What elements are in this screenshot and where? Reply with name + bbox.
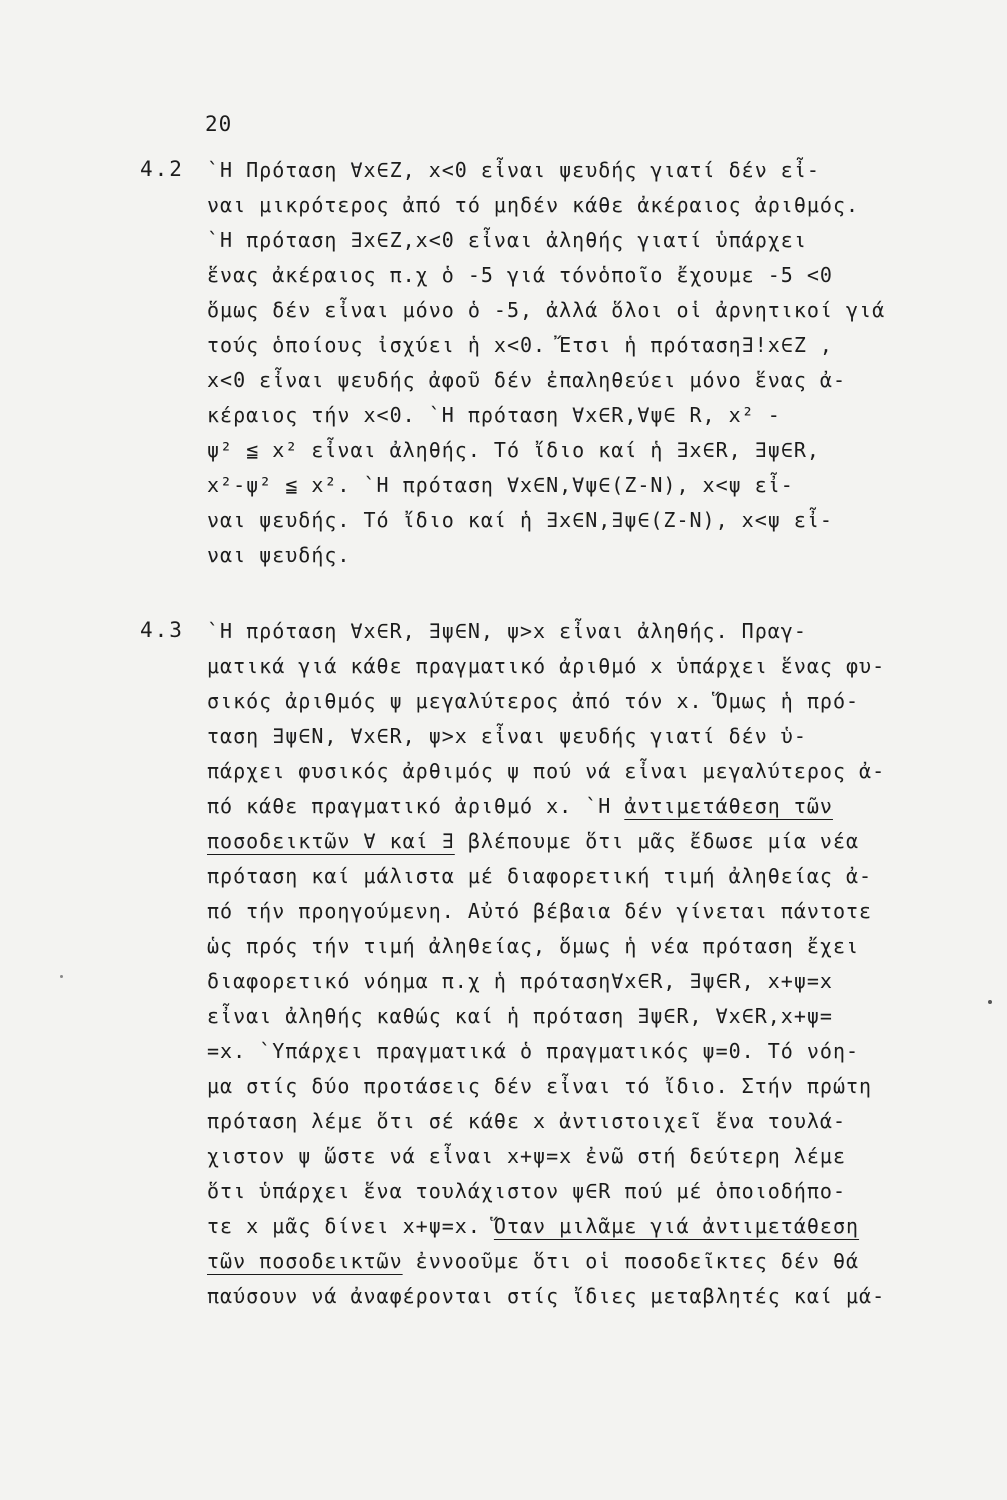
text-segment: ἐννοοῦμε ὅτι οἱ ποσοδεῖκτες δέν θά bbox=[402, 1249, 860, 1273]
section-body bbox=[207, 153, 967, 573]
section-body bbox=[207, 614, 967, 1314]
text-line: ψ² ≦ x² εἶναι ἀληθής. Τό ἴδιο καί ἡ ∃x∈R, ∃ψ∈R, bbox=[207, 438, 820, 462]
text-line: ναι ψευδής. bbox=[207, 543, 351, 567]
text-line: `Η πρόταση ∃x∈Z,x<0 εἶναι ἀληθής γιατί ὑπάρχει bbox=[207, 228, 807, 252]
text-line bbox=[207, 1244, 967, 1279]
text-line: πό τήν προηγούμενη. Αὐτό βέβαια δέν γίνεται πάντοτε bbox=[207, 899, 873, 923]
text-line: διαφορετικό νόημα π.χ ἡ πρόταση∀x∈R, ∃ψ∈R, x+ψ=x bbox=[207, 969, 833, 993]
text-line: =x. `Υπάρχει πραγματικά ὁ πραγματικός ψ=0. Τό νόη- bbox=[207, 1039, 860, 1063]
text-line: εἶναι ἀληθής καθώς καί ἡ πρόταση ∃ψ∈R, ∀x∈R,x+ψ= bbox=[207, 1004, 833, 1028]
scan-speck bbox=[988, 1000, 992, 1004]
text-line: ὅμως δέν εἶναι μόνο ὁ -5, ἀλλά ὅλοι οἱ ἀρνητικοί γιά bbox=[207, 298, 886, 322]
text-line: πρόταση λέμε ὅτι σέ κάθε x ἀντιστοιχεῖ ἕνα τουλά- bbox=[207, 1109, 847, 1133]
text-line bbox=[207, 824, 967, 859]
underlined-text: Ὅταν μιλᾶμε γιά ἀντιμετάθεση bbox=[493, 1214, 860, 1238]
text-segment: βλέπουμε ὅτι μᾶς ἔδωσε μία νέα bbox=[454, 829, 860, 853]
text-line: ἕνας ἀκέραιος π.χ ὁ -5 γιά τόνὁποῖο ἔχουμε -5 <0 bbox=[207, 263, 833, 287]
text-line: σικός ἀριθμός ψ μεγαλύτερος ἀπό τόν x. Ὅμως ἡ πρό- bbox=[207, 689, 860, 713]
text-line: `Η πρόταση ∀x∈R, ∃ψ∈N, ψ>x εἶναι ἀληθής. Πραγ- bbox=[207, 619, 807, 643]
text-line: ναι ψευδής. Τό ἴδιο καί ἡ ∃x∈N,∃ψ∈(Z-N), x<ψ εἶ- bbox=[207, 508, 833, 532]
text-line: τούς ὁποίους ἰσχύει ἡ x<0. Ἔτσι ἡ πρόταση∃!x∈Z , bbox=[207, 333, 833, 357]
text-line: κέραιος τήν x<0. `Η πρόταση ∀x∈R,∀ψ∈ R, x² - bbox=[207, 403, 781, 427]
text-line: x²-ψ² ≦ x². `Η πρόταση ∀x∈N,∀ψ∈(Z-N), x<ψ εἶ- bbox=[207, 473, 794, 497]
scan-speck bbox=[60, 975, 63, 978]
text-line: ὅτι ὑπάρχει ἕνα τουλάχιστον ψ∈R πού μέ ὁποιοδήπο- bbox=[207, 1179, 847, 1203]
text-segment: τε x μᾶς δίνει x+ψ=x. bbox=[207, 1214, 494, 1238]
text-line: ναι μικρότερος ἀπό τό μηδέν κάθε ἀκέραιος ἀριθμός. bbox=[207, 193, 860, 217]
text-line: `Η Πρόταση ∀x∈Z, x<0 εἶναι ψευδής γιατί δέν εἶ- bbox=[207, 158, 820, 182]
text-line: πρόταση καί μάλιστα μέ διαφορετική τιμή ἀληθείας ἀ- bbox=[207, 864, 873, 888]
text-line: ταση ∃ψ∈N, ∀x∈R, ψ>x εἶναι ψευδής γιατί δέν ὑ- bbox=[207, 724, 807, 748]
text-line: x<0 εἶναι ψευδής ἀφοῦ δέν ἐπαληθεύει μόνο ἕνας ἀ- bbox=[207, 368, 847, 392]
text-segment: πό κάθε πραγματικό ἀριθμό x. `Η bbox=[207, 794, 625, 818]
page-number: 20 bbox=[205, 112, 233, 136]
text-line: παύσουν νά ἀναφέρονται στίς ἴδιες μεταβλητές καί μά- bbox=[207, 1284, 886, 1308]
text-line: ματικά γιά κάθε πραγματικό ἀριθμό x ὑπάρχει ἕνας φυ- bbox=[207, 654, 886, 678]
underlined-text: τῶν ποσοδεικτῶν bbox=[207, 1249, 403, 1273]
text-line bbox=[207, 789, 967, 824]
text-line: μα στίς δύο προτάσεις δέν εἶναι τό ἴδιο. Στήν πρώτη bbox=[207, 1074, 873, 1098]
text-line: πάρχει φυσικός ἀρθιμός ψ πού νά εἶναι μεγαλύτερος ἀ- bbox=[207, 759, 886, 783]
text-line: χιστον ψ ὥστε νά εἶναι x+ψ=x ἐνῶ στή δεύτερη λέμε bbox=[207, 1144, 847, 1168]
text-line: ὡς πρός τήν τιμή ἀληθείας, ὅμως ἡ νέα πρόταση ἔχει bbox=[207, 934, 860, 958]
underlined-text: ἀντιμετάθεση τῶν bbox=[624, 794, 833, 818]
section-number: 4.2 bbox=[140, 157, 184, 181]
section-number: 4.3 bbox=[140, 618, 184, 642]
underlined-text: ποσοδεικτῶν ∀ καί ∃ bbox=[207, 829, 455, 853]
text-line bbox=[207, 1209, 967, 1244]
